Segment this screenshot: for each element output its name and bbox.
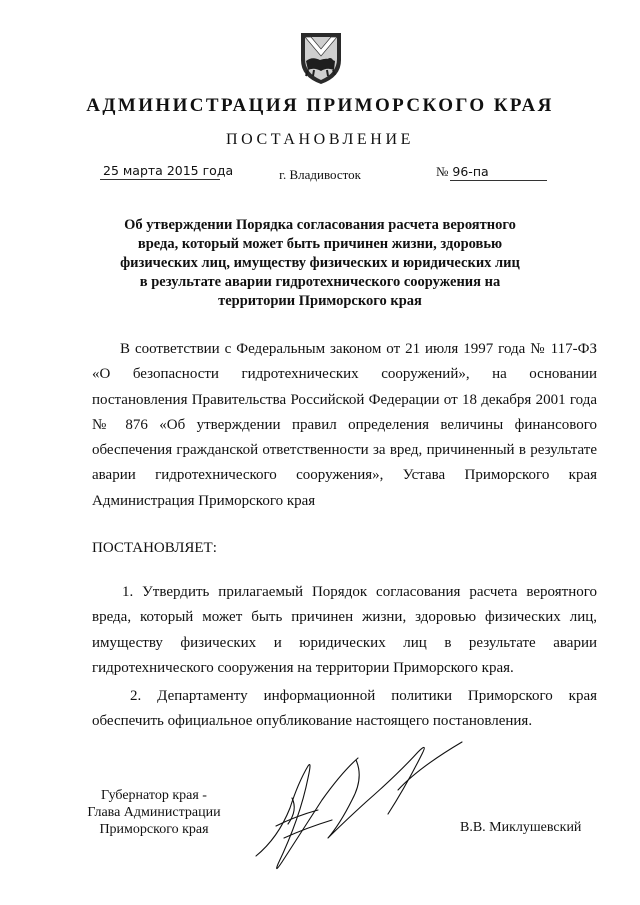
coat-of-arms-icon (294, 30, 348, 86)
decree-word: ПОСТАНОВЛЯЕТ: (92, 540, 217, 556)
document-date: 25 марта 2015 года (103, 163, 234, 178)
position-line: Приморского края (99, 822, 209, 837)
position-line: Губернатор края - (101, 788, 207, 803)
signatory-name: В.В. Миклушевский (460, 820, 582, 835)
document-type-heading: ПОСТАНОВЛЕНИЕ (226, 131, 414, 148)
decree-item: 2. Департаменту информационной политики Приморского края обеспечить официальное опубликование настоящего постановления. (92, 688, 597, 730)
position-line: Глава Администрации (87, 805, 221, 820)
number-value: 96-па (452, 164, 489, 179)
document-city: г. Владивосток (279, 167, 361, 182)
preamble-paragraph: В соответствии с Федеральным законом от 21 июля 1997 года № 117-ФЗ «О безопасности гидротехнических сооружений», на основании постановления Правительства Российской Федерации от 18 декабря 2001 года № 876 «Об утверждении правил определения величины финансового обеспечения гражданской ответственности за вред, причиненный в результате аварии гидротехнического сооружения», Устава Приморского края Администрация Приморского края (92, 341, 597, 509)
number-underline (450, 180, 547, 181)
decree-item: 1. Утвердить прилагаемый Порядок согласования расчета вероятного вреда, который может быть причинен жизни, здоровью физических лиц, имуществу физических и юридических лиц в результате аварии гидротехнического сооружения на территории Приморского края. (92, 584, 597, 676)
signatory-position (80, 787, 228, 838)
document-number (436, 164, 489, 180)
document-title: Об утверждении Порядка согласования расчета вероятного вреда, который может быть причинен жизни, здоровью физических лиц, имуществу физических и юридических лиц в результате аварии гидротехнического сооружения на территории Приморского края (120, 217, 520, 309)
number-prefix: № (436, 164, 449, 179)
organization-heading: АДМИНИСТРАЦИЯ ПРИМОРСКОГО КРАЯ (86, 95, 554, 116)
handwritten-signature-icon (248, 738, 468, 888)
